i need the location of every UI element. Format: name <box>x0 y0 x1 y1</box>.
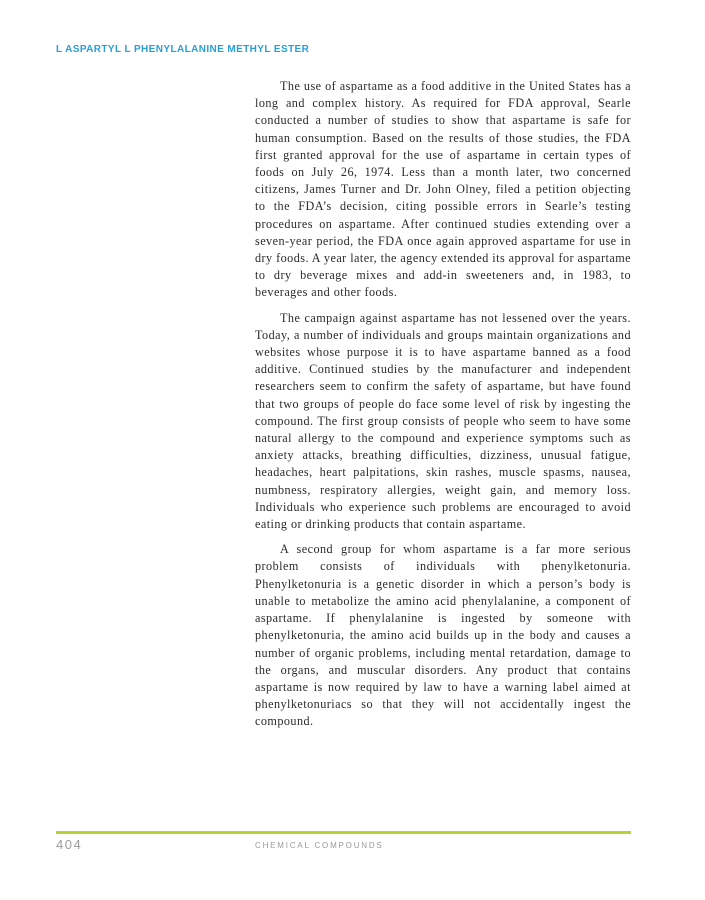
paragraph-phenylketonuria: A second group for whom aspartame is a far more serious problem consists of individuals with phenylketonuria. Phenylketonuria is a genetic disorder in which a person’s body is unable to metabolize the amino acid phenylalanine, a component of aspartame. If phenylalanine is ingested by someone with phenylketonuria, the amino acid builds up in the body and causes a number of organic problems, including mental retardation, damage to the organs, and muscular disorders. Any product that contains aspartame is now required by law to have a warning label aimed at phenylketonuriacs so that they will not accidentally ingest the compound. <box>255 542 631 729</box>
book-title: CHEMICAL COMPOUNDS <box>255 841 384 850</box>
body-text <box>255 78 631 739</box>
running-head-title: L ASPARTYL L PHENYLALANINE METHYL ESTER <box>56 44 310 55</box>
paragraph-history: The use of aspartame as a food additive in the United States has a long and complex history. As required for FDA approval, Searle conducted a number of studies to show that aspartame is safe for human consumption. Based on the results of those studies, the FDA first granted approval for the use of aspartame in certain types of foods on July 26, 1974. Less than a month later, two concerned citizens, James Turner and Dr. John Olney, filed a petition objecting to the FDA’s decision, citing possible errors in Searle’s testing procedures on aspartame. After continued studies extending over a seven-year period, the FDA once again approved aspartame for use in dry foods. A year later, the agency extended its approval for aspartame to dry beverage mixes and add-in sweeteners and, in 1983, to beverages and other foods. <box>255 79 631 300</box>
paragraph-campaign: The campaign against aspartame has not lessened over the years. Today, a number of individuals and groups maintain organizations and websites whose purpose it is to have aspartame banned as a food additive. Continued studies by the manufacturer and independent researchers seem to confirm the safety of aspartame, but have found that two groups of people do face some level of risk by ingesting the compound. The first group consists of people who seem to have some natural allergy to the compound and experience symptoms such as anxiety attacks, breathing difficulties, dizziness, unusual fatigue, headaches, heart palpitations, skin rashes, muscle spasms, nausea, numbness, respiratory allergies, weight gain, and memory loss. Individuals who experience such problems are encouraged to avoid eating or drinking products that contain aspartame. <box>255 310 631 532</box>
page-number: 404 <box>56 837 83 852</box>
footer-rule <box>56 831 631 834</box>
